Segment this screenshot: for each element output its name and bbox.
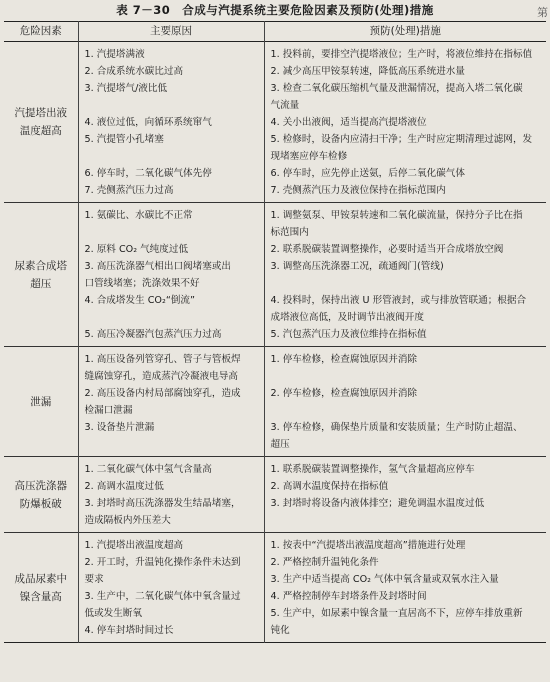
cause-line: 5. 汽提管小孔堵塞 [84,134,164,145]
cause-line [85,97,260,114]
hazard-factor-line: 防爆板破 [19,497,62,510]
measure-line: 4. 关小出液阀，适当提高汽提塔液位 [270,117,427,128]
cause-line [85,436,260,453]
hazard-factor [4,533,78,643]
header-row [4,22,546,42]
measure-line [271,368,544,385]
cause-cell [78,457,264,533]
cause-line: 5. 高压冷凝器汽包蒸汽压力过高 [84,329,222,340]
cause-line: 要求 [84,574,104,585]
header-causes: 主要原因 [78,22,264,42]
measure-line: 现堵塞应停车检修 [270,151,348,162]
measure-line: 2. 高调水温度保持在指标值 [270,481,389,492]
hazard-factor-line: 尿素合成塔 [14,259,67,272]
measure-line: 5. 生产中，如尿素中镍含量一直居高不下，应停车排放重新 [270,608,523,619]
cause-line: 4. 液位过低，向循环系统窜气 [84,117,212,128]
hazard-factor-line: 汽提塔出液 [14,107,67,119]
cause-line: 2. 高调水温度过低 [84,481,164,492]
measure-line [271,275,544,292]
measure-line: 成塔液位高低，及时调节出液阀开度 [270,312,424,323]
hazard-group-row [4,203,546,347]
cause-line: 1. 汽提塔满液 [84,49,145,60]
header-measures: 预防(处理)措施 [369,25,441,37]
hazard-table [4,21,546,643]
cause-line: 3. 汽提塔气/液比低 [84,83,168,94]
table-body [4,42,546,643]
cause-line [85,148,260,165]
measure-line: 超压 [270,439,290,450]
cause-line: 1. 氨碳比、水碳比不正常 [84,210,193,221]
hazard-factor-line: 泄漏 [30,395,52,408]
measure-line: 3. 调整高压洗涤器工况，疏通阀门(管线) [270,261,444,272]
table-title-text: 合成与汽提系统主要危险因素及预防(处理)措施 [182,3,434,17]
measure-line: 1. 投料前，要排空汽提塔液位；生产时，将液位维持在指标值 [270,49,533,60]
hazard-factor [4,457,78,533]
cause-line: 检漏口泄漏 [84,405,133,416]
measure-line [271,402,544,419]
measure-line: 标范围内 [270,227,309,238]
hazard-factor [4,203,78,347]
table-title [0,2,550,20]
measure-line: 4. 严格控制停车封塔条件及封塔时间 [270,591,427,602]
cause-line: 3. 生产中，二氧化碳气体中氧含量过 [84,591,241,602]
measure-line: 5. 检修时，设备内应清扫干净；生产时应定期清理过滤网，发 [270,134,533,145]
cause-line [85,309,260,326]
cause-line: 1. 二氧化碳气体中氢气含量高 [84,464,212,475]
cause-line: 3. 高压洗涤器气相出口阀堵塞或出 [84,261,232,272]
cause-line: 1. 高压设备列管穿孔、管子与管板焊 [84,354,241,365]
measure-line: 2. 联系脱碳装置调整操作，必要时适当开合成塔放空阀 [270,244,504,255]
measure-line: 4. 投料时，保持出液 U 形管液封，或与排放管联通；根据合 [270,295,527,306]
cause-line: 7. 壳侧蒸汽压力过高 [84,185,174,196]
measure-line: 1. 联系脱碳装置调整操作，氢气含量超高应停车 [270,464,475,475]
hazard-factor-line: 高压洗涤器 [14,479,67,492]
measure-line: 2. 减少高压甲铵泵转速，降低高压系统进水量 [270,66,465,77]
measure-line: 2. 停车检修，检查腐蚀原因并消除 [270,388,418,399]
margin-character: 第 [537,6,548,19]
measure-cell [264,457,546,533]
measure-line: 1. 停车检修，检查腐蚀原因并消除 [270,354,418,365]
hazard-group-row [4,457,546,533]
hazard-factor-line: 成品尿素中 [14,572,67,585]
cause-line: 低或发生断氧 [84,608,143,619]
measure-line [271,512,544,529]
measure-line: 3. 停车检修，确保垫片质量和安装质量；生产时防止超温、 [270,422,523,433]
hazard-group-row [4,347,546,457]
cause-line: 2. 高压设备内村局部腐蚀穿孔，造成 [84,388,241,399]
measure-line: 3. 检查二氧化碳压缩机气量及泄漏情况，提高入塔二氧化碳 [270,83,523,94]
measure-cell [264,347,546,457]
measure-line: 3. 生产中适当提高 CO₂ 气体中氧含量或双氧水注入量 [270,574,499,585]
cause-line: 3. 封塔时高压洗涤器发生结晶堵塞， [84,498,241,509]
cause-line: 6. 停车时，二氧化碳气体先停 [84,168,212,179]
cause-line: 2. 合成系统水碳比过高 [84,66,184,77]
measure-line: 6. 停车时，应先停止送氨，后停二氧化碳气体 [270,168,465,179]
cause-line: 1. 汽提塔出液温度超高 [84,540,184,551]
header-hazard: 危险因素 [4,22,78,42]
measure-line: 2. 严格控制升温钝化条件 [270,557,379,568]
cause-line: 2. 原料 CO₂ 气纯度过低 [84,244,189,255]
measure-line: 5. 汽包蒸汽压力及液位维持在指标值 [270,329,427,340]
cause-cell [78,42,264,203]
measure-line: 气流量 [270,100,300,111]
hazard-factor-line: 超压 [30,277,52,290]
hazard-group-row [4,42,546,203]
hazard-factor-line: 温度超高 [19,125,62,137]
cause-line [85,224,260,241]
cause-line: 造成隔板内外压差大 [84,515,171,526]
measure-line: 1. 按表中“汽提塔出液温度超高”措施进行处理 [270,540,466,551]
cause-line: 4. 停车封塔时间过长 [84,625,174,636]
hazard-group-row [4,533,546,643]
cause-line: 缝腐蚀穿孔，造成蒸汽冷凝液电导高 [84,371,238,382]
cause-cell [78,347,264,457]
hazard-factor [4,42,78,203]
measure-cell [264,203,546,347]
cause-line: 3. 设备垫片泄漏 [84,422,155,433]
measure-line: 1. 调整氨泵、甲铵泵转速和二氧化碳流量，保持分子比在指 [270,210,523,221]
cause-line: 2. 开工时，升温钝化操作条件未达到 [84,557,241,568]
table-number: 表 7－30 [116,3,171,17]
measure-cell [264,533,546,643]
cause-line: 4. 合成塔发生 CO₂“倒流” [84,295,195,306]
cause-cell [78,203,264,347]
cause-cell [78,533,264,643]
hazard-factor [4,347,78,457]
cause-line: 口管线堵塞；洗涤效果不好 [84,278,200,289]
measure-cell [264,42,546,203]
measure-line: 7. 壳侧蒸汽压力及液位保持在指标范围内 [270,185,446,196]
hazard-factor-line: 镍含量高 [19,590,62,603]
measure-line: 钝化 [270,625,290,636]
measure-line: 3. 封塔时将设备内液体排空；避免调温水温度过低 [270,498,485,509]
